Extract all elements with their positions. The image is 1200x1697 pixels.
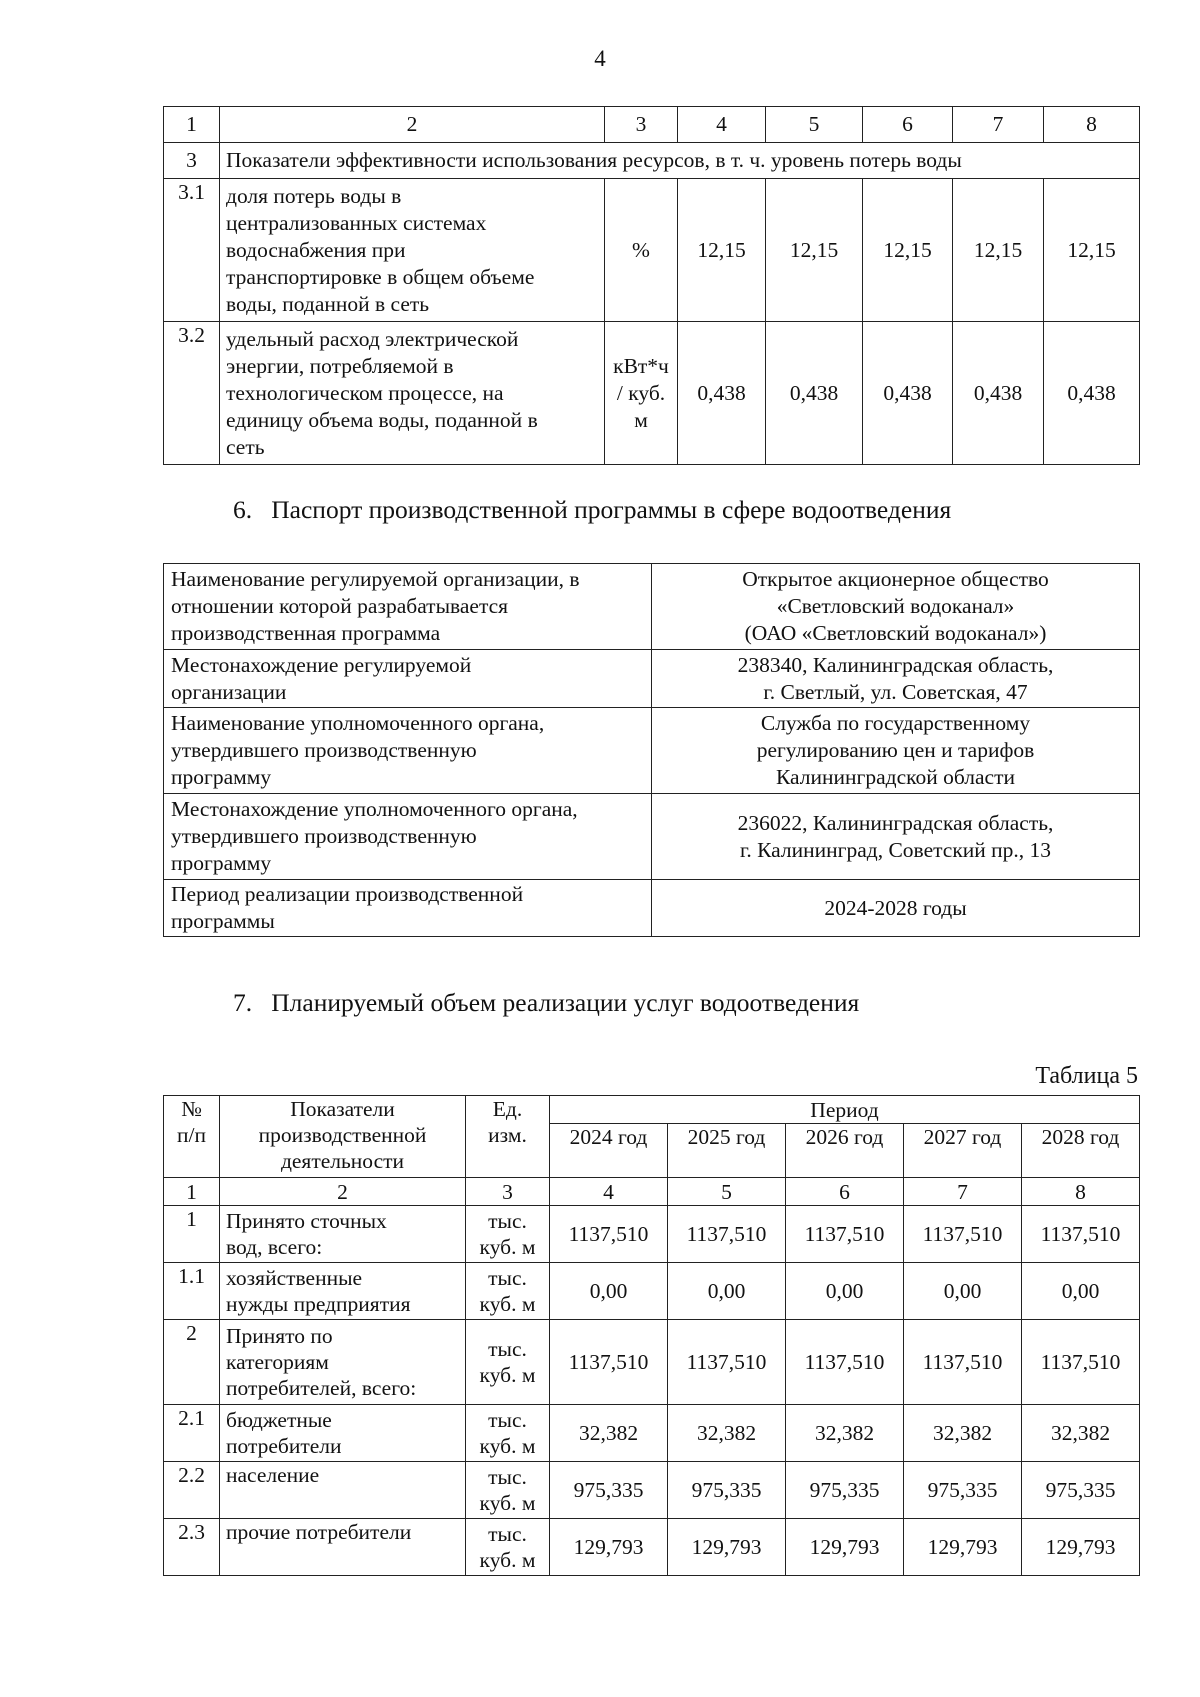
header-year: 2026 год <box>786 1124 904 1178</box>
indicator-name <box>220 322 605 465</box>
text-line: Показатели <box>290 1097 395 1121</box>
col-number: 3 <box>605 107 678 143</box>
text-line: удельный расход электрической <box>226 326 519 351</box>
value-cell: 0,438 <box>678 322 766 465</box>
value-cell: 975,335 <box>550 1462 668 1519</box>
text-line: производственной <box>258 1123 427 1147</box>
text-line: Местонахождение регулируемой <box>171 652 472 677</box>
col-number: 4 <box>678 107 766 143</box>
table-row <box>164 1405 1140 1462</box>
value-cell: 1137,510 <box>904 1206 1022 1263</box>
col-number: 6 <box>863 107 953 143</box>
value-cell: 0,438 <box>863 322 953 465</box>
table-row <box>164 1206 1140 1263</box>
table-5 <box>163 1095 1140 1576</box>
text-line: потребителей, всего: <box>226 1376 417 1400</box>
passport-label <box>164 708 652 794</box>
unit <box>605 322 678 465</box>
row-number: 2.3 <box>164 1519 220 1576</box>
table-row <box>164 1320 1140 1405</box>
text-line: тыс. <box>488 1522 527 1546</box>
passport-table <box>163 563 1140 937</box>
text-line: категориям <box>226 1350 329 1374</box>
value-cell: 129,793 <box>1022 1519 1140 1576</box>
text-line: 2024-2028 годы <box>824 895 967 920</box>
text-line: транспортировке в общем объеме <box>226 264 535 289</box>
water-efficiency-table <box>163 106 1140 465</box>
indicator-name <box>220 1519 466 1576</box>
text-line: доля потерь воды в <box>226 183 402 208</box>
passport-row <box>164 564 1140 650</box>
value-cell: 0,00 <box>904 1263 1022 1320</box>
col-number: 1 <box>164 1178 220 1206</box>
value-cell: 975,335 <box>904 1462 1022 1519</box>
value-cell: 129,793 <box>550 1519 668 1576</box>
section-6-heading <box>233 495 951 525</box>
section-title: Показатели эффективности использования ресурсов, в т. ч. уровень потерь воды <box>220 143 1140 179</box>
section-7-heading <box>233 988 859 1018</box>
text-line: утвердившего производственную <box>171 824 477 848</box>
col-number: 4 <box>550 1178 668 1206</box>
indicator-name <box>220 1405 466 1462</box>
value-cell: 129,793 <box>668 1519 786 1576</box>
value-cell: 1137,510 <box>786 1320 904 1405</box>
value-cell: 1137,510 <box>668 1206 786 1263</box>
value-cell: 1137,510 <box>668 1320 786 1405</box>
text-line: воды, поданной в сеть <box>226 291 430 316</box>
text-line: производственная программа <box>171 621 441 645</box>
value-cell: 0,00 <box>1022 1263 1140 1320</box>
value-cell: 0,00 <box>668 1263 786 1320</box>
section-title: Планируемый объем реализации услуг водоотведения <box>271 988 860 1017</box>
value-cell: 975,335 <box>786 1462 904 1519</box>
text-line: регулированию цен и тарифов <box>756 738 1035 762</box>
table-row <box>164 1462 1140 1519</box>
value-cell: 129,793 <box>904 1519 1022 1576</box>
value-cell: 0,00 <box>550 1263 668 1320</box>
header-year: 2028 год <box>1022 1124 1140 1178</box>
text-line: Калининградской области <box>776 765 1015 789</box>
value-cell: 32,382 <box>1022 1405 1140 1462</box>
value-cell: 32,382 <box>550 1405 668 1462</box>
text-line: куб. м <box>479 1548 536 1572</box>
text-line: бюджетные <box>226 1408 332 1432</box>
value-cell: 1137,510 <box>550 1320 668 1405</box>
section-title: Паспорт производственной программы в сфере водоотведения <box>271 495 952 524</box>
indicator-name <box>220 1462 466 1519</box>
value-cell: 975,335 <box>668 1462 786 1519</box>
text-line: 238340, Калининградская область, <box>737 652 1054 677</box>
value-cell: 12,15 <box>953 179 1044 322</box>
value-cell: 0,438 <box>1044 322 1140 465</box>
value-cell: 12,15 <box>766 179 863 322</box>
text-line: п/п <box>177 1123 206 1147</box>
passport-label <box>164 794 652 880</box>
col-number: 5 <box>766 107 863 143</box>
text-line: организации <box>171 679 287 704</box>
text-line: куб. м <box>479 1491 536 1515</box>
text-line: / куб. <box>616 380 666 405</box>
unit <box>466 1405 550 1462</box>
text-line: тыс. <box>488 1408 527 1432</box>
col-number: 3 <box>466 1178 550 1206</box>
row-number: 2 <box>164 1320 220 1405</box>
text-line: куб. м <box>479 1363 536 1387</box>
col-number: 2 <box>220 1178 466 1206</box>
passport-row <box>164 650 1140 708</box>
row-number: 2.1 <box>164 1405 220 1462</box>
text-line: деятельности <box>280 1149 405 1173</box>
text-line: энергии, потребляемой в <box>226 353 454 378</box>
unit <box>466 1206 550 1263</box>
text-line: прочие потребители <box>226 1520 412 1544</box>
value-cell: 32,382 <box>904 1405 1022 1462</box>
text-line: программу <box>171 851 272 875</box>
text-line: нужды предприятия <box>226 1292 411 1316</box>
header-indicator <box>220 1096 466 1178</box>
table-row <box>164 1263 1140 1320</box>
passport-row <box>164 880 1140 937</box>
value-cell: 1137,510 <box>1022 1206 1140 1263</box>
text-line: м <box>634 407 648 432</box>
text-line: Период реализации производственной <box>171 882 524 906</box>
section-number: 7. <box>233 988 253 1017</box>
passport-label <box>164 650 652 708</box>
text-line: Наименование уполномоченного органа, <box>171 711 545 735</box>
text-line: сеть <box>226 434 265 459</box>
text-line: Служба по государственному <box>760 711 1031 735</box>
passport-label <box>164 564 652 650</box>
text-line: тыс. <box>488 1266 527 1290</box>
table-header-row <box>164 1096 1140 1124</box>
indicator-name <box>220 1320 466 1405</box>
value-cell: 1137,510 <box>550 1206 668 1263</box>
header-year: 2024 год <box>550 1124 668 1178</box>
passport-label <box>164 880 652 937</box>
value-cell: 32,382 <box>786 1405 904 1462</box>
row-number: 1 <box>164 1206 220 1263</box>
table-label: Таблица 5 <box>1035 1063 1138 1089</box>
text-line: утвердившего производственную <box>171 738 477 762</box>
col-number: 6 <box>786 1178 904 1206</box>
passport-row <box>164 794 1140 880</box>
text-line: единицу объема воды, поданной в <box>226 407 538 432</box>
text-line: куб. м <box>479 1292 536 1316</box>
value-cell: 1137,510 <box>786 1206 904 1263</box>
text-line: водоснабжения при <box>226 237 406 262</box>
header-year: 2027 год <box>904 1124 1022 1178</box>
passport-value <box>652 708 1140 794</box>
text-line: куб. м <box>479 1434 536 1458</box>
unit <box>466 1263 550 1320</box>
table-row <box>164 179 1140 322</box>
passport-value <box>652 564 1140 650</box>
value-cell: 32,382 <box>668 1405 786 1462</box>
value-cell: 129,793 <box>786 1519 904 1576</box>
col-number: 8 <box>1022 1178 1140 1206</box>
passport-value <box>652 794 1140 880</box>
row-number: 1.1 <box>164 1263 220 1320</box>
row-number: 3.2 <box>164 322 220 465</box>
header-period: Период <box>550 1096 1140 1124</box>
text-line: Открытое акционерное общество <box>742 567 1049 591</box>
indicator-name <box>220 179 605 322</box>
indicator-name <box>220 1263 466 1320</box>
page-number: 4 <box>594 46 606 71</box>
section-row <box>164 143 1140 179</box>
value-cell: 1137,510 <box>904 1320 1022 1405</box>
value-cell: 12,15 <box>1044 179 1140 322</box>
col-number: 8 <box>1044 107 1140 143</box>
value-cell: 0,438 <box>766 322 863 465</box>
text-line: технологическом процессе, на <box>226 380 504 405</box>
col-number: 7 <box>953 107 1044 143</box>
col-number: 2 <box>220 107 605 143</box>
passport-value <box>652 880 1140 937</box>
unit: % <box>605 179 678 322</box>
unit <box>466 1462 550 1519</box>
header-year: 2025 год <box>668 1124 786 1178</box>
value-cell: 975,335 <box>1022 1462 1140 1519</box>
text-line: «Светловский водоканал» <box>776 594 1015 618</box>
unit <box>466 1519 550 1576</box>
text-line: куб. м <box>479 1235 536 1259</box>
text-line: кВт*ч <box>613 353 669 378</box>
header-unit <box>466 1096 550 1178</box>
value-cell: 0,00 <box>786 1263 904 1320</box>
text-line: хозяйственные <box>226 1266 363 1290</box>
text-line: тыс. <box>488 1337 527 1361</box>
table-row <box>164 322 1140 465</box>
passport-row <box>164 708 1140 794</box>
table-row <box>164 1519 1140 1576</box>
text-line: централизованных системах <box>226 210 487 235</box>
passport-value <box>652 650 1140 708</box>
column-numbers-row <box>164 1178 1140 1206</box>
text-line: программы <box>171 909 275 933</box>
text-line: тыс. <box>488 1209 527 1233</box>
header-num <box>164 1096 220 1178</box>
text-line: отношении которой разрабатывается <box>171 594 509 618</box>
text-line: г. Светлый, ул. Советская, 47 <box>763 679 1028 704</box>
text-line: Принято по <box>226 1324 333 1348</box>
value-cell: 12,15 <box>678 179 766 322</box>
value-cell: 12,15 <box>863 179 953 322</box>
col-number: 1 <box>164 107 220 143</box>
text-line: вод, всего: <box>226 1235 323 1259</box>
text-line: Местонахождение уполномоченного органа, <box>171 797 578 821</box>
text-line: 236022, Калининградская область, <box>737 810 1054 835</box>
col-number: 5 <box>668 1178 786 1206</box>
text-line: потребители <box>226 1434 342 1458</box>
text-line: г. Калининград, Советский пр., 13 <box>739 837 1052 862</box>
text-line: население <box>226 1463 320 1487</box>
text-line: (ОАО «Светловский водоканал») <box>744 621 1047 645</box>
text-line: Ед. <box>492 1097 523 1121</box>
text-line: № <box>181 1097 202 1121</box>
text-line: тыс. <box>488 1465 527 1489</box>
row-number: 3.1 <box>164 179 220 322</box>
section-number: 6. <box>233 495 253 524</box>
text-line: Наименование регулируемой организации, в <box>171 567 580 591</box>
text-line: Принято сточных <box>226 1209 387 1233</box>
table-header-row <box>164 107 1140 143</box>
indicator-name <box>220 1206 466 1263</box>
text-line: программу <box>171 765 272 789</box>
text-line: изм. <box>488 1123 527 1147</box>
row-number: 2.2 <box>164 1462 220 1519</box>
unit <box>466 1320 550 1405</box>
col-number: 7 <box>904 1178 1022 1206</box>
value-cell: 1137,510 <box>1022 1320 1140 1405</box>
section-number: 3 <box>164 143 220 179</box>
value-cell: 0,438 <box>953 322 1044 465</box>
